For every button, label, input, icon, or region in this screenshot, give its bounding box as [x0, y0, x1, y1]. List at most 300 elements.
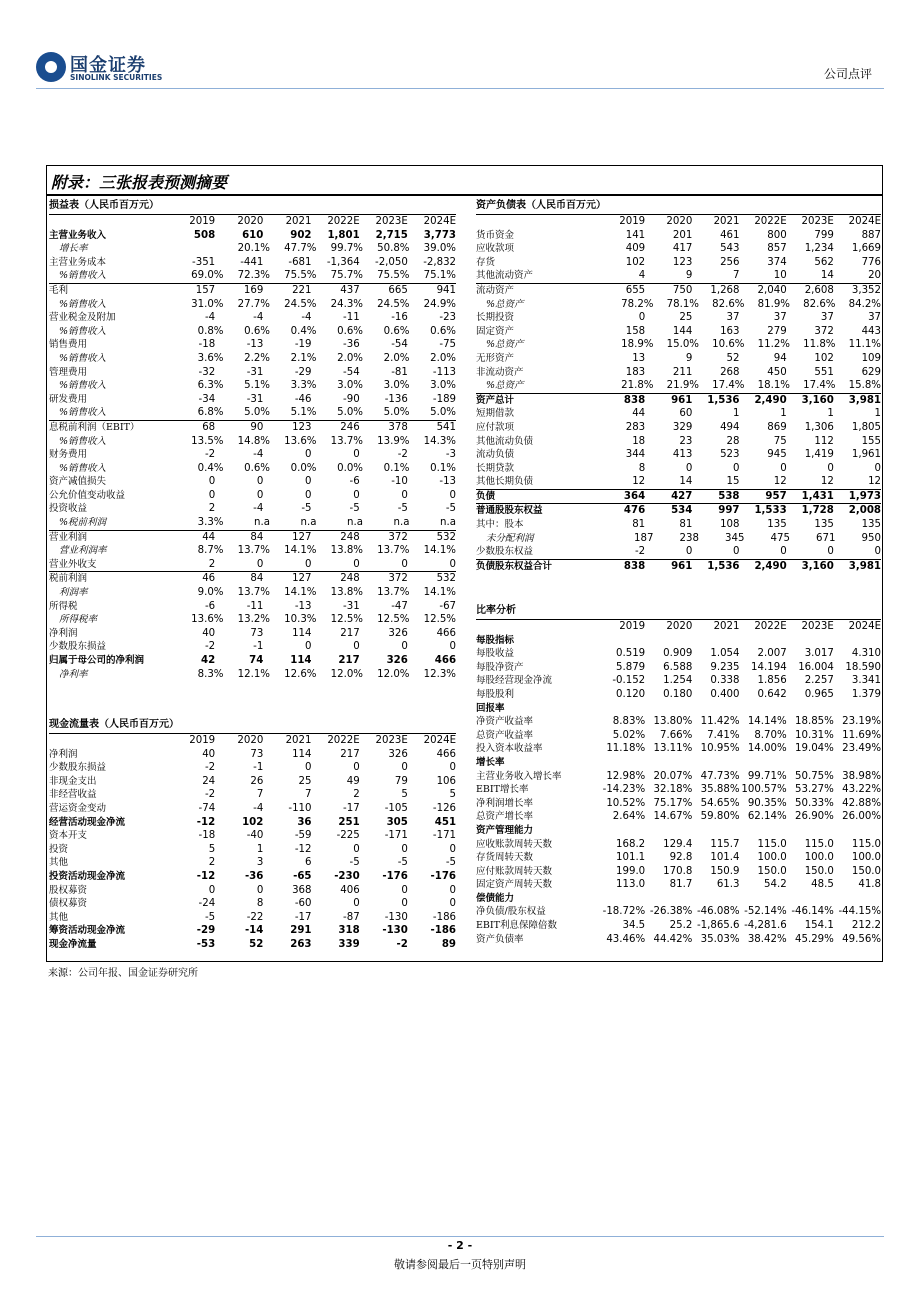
table-row: [476, 824, 881, 838]
value-cell: -54: [343, 366, 360, 378]
value-cell: 20: [868, 270, 881, 282]
value-cell: -2,050: [375, 256, 408, 268]
value-cell: 8.70%: [754, 729, 787, 741]
value-cell: 0: [449, 843, 456, 855]
value-cell: 6.588: [663, 661, 693, 673]
value-cell: 79: [394, 775, 408, 787]
value-cell: [834, 824, 881, 838]
value-cell: [787, 892, 834, 906]
value-cell: 1,431: [801, 490, 834, 502]
value-cell: 246: [340, 421, 360, 433]
row-label: 净利润: [49, 627, 78, 639]
value-cell: [834, 634, 881, 648]
value-cell: 0: [449, 558, 456, 570]
value-cell: 78.2%: [621, 298, 654, 310]
value-cell: 326: [388, 748, 408, 760]
value-cell: 838: [623, 560, 646, 572]
value-cell: 279: [767, 325, 787, 337]
value-cell: 364: [623, 490, 646, 502]
logo-icon: [36, 52, 66, 82]
value-cell: 344: [625, 449, 646, 461]
value-cell: 18.1%: [757, 380, 790, 392]
table-row: [49, 269, 456, 283]
value-cell: 562: [814, 256, 834, 268]
value-cell: 13.2%: [237, 614, 270, 626]
value-cell: 24.9%: [423, 298, 456, 310]
table-row: [476, 702, 881, 716]
value-cell: 84.2%: [848, 298, 881, 310]
value-cell: 0: [638, 312, 646, 324]
header-label-cell: [476, 215, 598, 229]
value-cell: 0: [208, 476, 216, 488]
value-cell: 461: [720, 229, 740, 241]
value-cell: -5: [445, 503, 456, 515]
table-row: [476, 298, 881, 312]
table-row: [49, 256, 456, 270]
value-cell: 1: [780, 408, 787, 420]
table-row: [49, 775, 456, 789]
row-label: 无形资产: [476, 352, 515, 364]
value-cell: 0: [449, 884, 456, 896]
table-row: [476, 503, 881, 518]
value-cell: 0.6%: [383, 325, 410, 337]
table-row: [476, 715, 881, 729]
row-label: 投资收益: [49, 503, 88, 515]
value-cell: 2,490: [754, 560, 787, 572]
row-label: 息税前利润（EBIT）: [49, 421, 140, 433]
row-label: 应收款项: [476, 243, 515, 255]
value-cell: 53.27%: [795, 784, 834, 796]
table-row: [49, 242, 456, 256]
value-cell: -10: [391, 476, 408, 488]
value-cell: 82.6%: [712, 298, 745, 310]
value-cell: 1,669: [851, 243, 881, 255]
value-cell: [692, 702, 739, 716]
table-row: [476, 851, 881, 865]
value-cell: 40: [202, 627, 216, 639]
table-row: [49, 311, 456, 325]
row-label: 现金净流量: [49, 938, 97, 950]
value-cell: 75.7%: [330, 270, 363, 282]
table-row: [476, 865, 881, 879]
row-label: 总资产收益率: [476, 729, 534, 741]
value-cell: -189: [432, 393, 456, 405]
table-row: [476, 756, 881, 770]
value-cell: 9: [685, 270, 693, 282]
value-cell: 7: [733, 270, 740, 282]
header-label-cell: [476, 620, 598, 634]
value-cell: 10.6%: [712, 339, 745, 351]
year-header-row: [49, 734, 456, 748]
value-cell: 0: [208, 884, 216, 896]
value-cell: 283: [625, 421, 646, 433]
value-cell: 3,352: [851, 284, 881, 296]
value-cell: 0.6%: [244, 325, 270, 337]
value-cell: 0.6%: [430, 325, 456, 337]
row-label: 每股指标: [476, 634, 515, 646]
value-cell: 305: [386, 816, 408, 828]
year-cell: 2024E: [423, 216, 456, 227]
value-cell: -74: [198, 802, 216, 814]
value-cell: 24.5%: [284, 298, 317, 310]
row-label: %总资产: [486, 298, 524, 310]
value-cell: -24: [198, 898, 216, 910]
value-cell: -36: [343, 339, 360, 351]
table-row: [49, 420, 456, 435]
row-label: 营业利润: [49, 531, 88, 543]
value-cell: 466: [434, 655, 456, 666]
value-cell: 74: [249, 655, 264, 666]
value-cell: [598, 824, 645, 838]
value-cell: -5: [301, 503, 312, 515]
table-row: [49, 366, 456, 380]
value-cell: 100.0: [804, 852, 834, 864]
value-cell: 541: [436, 421, 456, 433]
value-cell: 0.338: [710, 675, 740, 687]
value-cell: [692, 824, 739, 838]
value-cell: -1: [253, 641, 264, 653]
value-cell: [740, 824, 787, 838]
row-label: 长期投资: [476, 312, 515, 324]
value-cell: 0: [401, 558, 408, 570]
value-cell: 961: [671, 394, 693, 406]
table-caption: 现金流量表（人民币百万元）: [49, 718, 456, 734]
value-cell: -5: [445, 857, 456, 869]
value-cell: -4: [253, 312, 264, 324]
value-cell: [598, 702, 645, 716]
value-cell: 15: [726, 476, 740, 488]
row-label: 资产负债率: [476, 933, 524, 945]
value-cell: 532: [436, 531, 456, 543]
value-cell: 84: [250, 573, 264, 585]
table-row: [476, 933, 881, 947]
value-cell: 114: [292, 748, 312, 760]
row-label: 增长率: [476, 756, 505, 768]
table-row: [476, 256, 881, 270]
value-cell: 26: [250, 775, 264, 787]
year-cell: 2021: [713, 621, 740, 632]
value-cell: -110: [288, 802, 312, 814]
value-cell: 0: [780, 546, 787, 558]
table-row: [49, 558, 456, 572]
value-cell: 18.85%: [795, 716, 834, 728]
table-row: [476, 242, 881, 256]
value-cell: [692, 756, 739, 770]
row-label: 投资: [49, 843, 69, 855]
table-row: [49, 843, 456, 857]
value-cell: 2: [208, 558, 216, 570]
value-cell: 345: [725, 532, 745, 544]
value-cell: 8: [638, 462, 646, 474]
year-cell: 2021: [285, 216, 312, 227]
row-label: 每股股利: [476, 688, 515, 700]
value-cell: [740, 892, 787, 906]
value-cell: 318: [338, 925, 360, 937]
value-cell: 2.2%: [244, 352, 270, 364]
value-cell: 1,536: [707, 560, 740, 572]
value-cell: [740, 634, 787, 648]
value-cell: 1: [733, 408, 740, 420]
table-row: [476, 462, 881, 476]
value-cell: 508: [193, 229, 216, 241]
row-label: 主营业务成本: [49, 256, 107, 268]
table-row: [476, 647, 881, 661]
value-cell: 523: [720, 449, 740, 461]
value-cell: [834, 702, 881, 716]
value-cell: 42: [200, 655, 216, 666]
value-cell: -46.08%: [696, 906, 740, 918]
value-cell: 123: [672, 256, 693, 268]
value-cell: -113: [432, 366, 456, 378]
value-cell: 2: [208, 503, 216, 515]
value-cell: 81: [679, 519, 693, 531]
value-cell: 101.1: [616, 852, 646, 864]
value-cell: [645, 824, 692, 838]
value-cell: 78.1%: [666, 298, 699, 310]
value-cell: 0: [874, 462, 881, 474]
value-cell: 0: [733, 462, 740, 474]
row-label: 所得税: [49, 600, 78, 612]
table-row: [49, 627, 456, 641]
table-row: [476, 729, 881, 743]
row-label: 少数股东损益: [49, 641, 107, 653]
value-cell: 9: [685, 352, 693, 364]
table-row: [49, 530, 456, 545]
row-label: 其他: [49, 911, 69, 923]
value-cell: 115.0: [757, 838, 787, 850]
table-row: [49, 379, 456, 393]
value-cell: [834, 892, 881, 906]
value-cell: 3.6%: [197, 352, 224, 364]
table-row: [49, 788, 456, 802]
value-cell: 7: [256, 789, 264, 801]
value-cell: 144: [672, 325, 693, 337]
year-cell: 2023E: [375, 216, 408, 227]
row-label: 毛利: [49, 284, 69, 296]
value-cell: 129.4: [663, 838, 693, 850]
row-label: 所得税率: [59, 614, 98, 626]
value-cell: 0: [208, 489, 216, 501]
row-label: 营业税金及附加: [49, 312, 116, 324]
value-cell: 19.04%: [795, 743, 834, 755]
value-cell: 5.02%: [612, 729, 646, 741]
value-cell: -3: [445, 449, 456, 461]
value-cell: 12.5%: [330, 614, 363, 626]
value-cell: 0: [353, 843, 360, 855]
value-cell: 154.1: [804, 920, 834, 932]
value-cell: 869: [767, 421, 787, 433]
value-cell: 35.88%: [700, 784, 740, 796]
value-cell: 11.69%: [842, 729, 881, 741]
value-cell: 12.0%: [330, 668, 363, 680]
value-cell: [787, 756, 834, 770]
table-row: [476, 435, 881, 449]
row-label: 回报率: [476, 702, 505, 714]
value-cell: 0: [305, 762, 312, 774]
value-cell: 0: [449, 898, 456, 910]
value-cell: 10: [773, 270, 787, 282]
year-cell: 2024E: [848, 621, 881, 632]
value-cell: 0.0%: [337, 462, 363, 474]
value-cell: 43.22%: [842, 784, 881, 796]
appendix-frame: [46, 165, 883, 962]
value-cell: -34: [198, 393, 216, 405]
value-cell: 3,773: [423, 229, 456, 241]
value-cell: -5: [349, 503, 360, 515]
value-cell: -14: [244, 925, 264, 937]
value-cell: -441: [240, 256, 264, 268]
value-cell: 957: [765, 490, 787, 502]
value-cell: 2,490: [754, 394, 787, 406]
value-cell: 5.1%: [290, 407, 317, 419]
value-cell: -351: [192, 256, 216, 268]
value-cell: 629: [861, 366, 881, 378]
value-cell: 52: [249, 938, 264, 950]
value-cell: 94: [773, 352, 787, 364]
row-label: 其他流动资产: [476, 270, 534, 282]
value-cell: 90.35%: [747, 797, 787, 809]
value-cell: 799: [814, 229, 834, 241]
value-cell: -1,364: [326, 256, 360, 268]
value-cell: 37: [820, 312, 834, 324]
value-cell: -176: [430, 870, 456, 882]
value-cell: -4: [253, 449, 264, 461]
value-cell: 14.8%: [237, 435, 270, 447]
value-cell: 7.66%: [659, 729, 693, 741]
table-row: [49, 393, 456, 407]
value-cell: 0: [449, 762, 456, 774]
value-cell: -186: [430, 925, 456, 937]
value-cell: -19: [294, 339, 312, 351]
value-cell: -47: [391, 600, 408, 612]
value-cell: 50.33%: [795, 797, 834, 809]
table-row: [476, 905, 881, 919]
value-cell: 14.67%: [653, 811, 693, 823]
value-cell: -105: [384, 802, 408, 814]
value-cell: 5.0%: [430, 407, 456, 419]
title-divider: [47, 194, 882, 196]
table-row: [49, 829, 456, 843]
value-cell: 427: [671, 490, 693, 502]
value-cell: -130: [382, 925, 408, 937]
value-cell: 38.98%: [842, 770, 881, 782]
value-cell: -52.14%: [744, 906, 787, 918]
value-cell: 11.18%: [606, 743, 646, 755]
year-cell: 2024E: [848, 216, 881, 227]
value-cell: 13.8%: [330, 545, 363, 557]
value-cell: 2: [353, 789, 360, 801]
value-cell: 0.0%: [290, 462, 317, 474]
value-cell: 248: [340, 573, 360, 585]
page-header: [0, 0, 920, 92]
value-cell: 3,160: [801, 560, 834, 572]
value-cell: 113.0: [616, 879, 646, 891]
value-cell: 0: [685, 546, 693, 558]
value-cell: 163: [720, 325, 740, 337]
disclaimer-note: 敬请参阅最后一页特别声明: [394, 1258, 526, 1271]
value-cell: 89: [441, 938, 456, 950]
value-cell: 14.00%: [747, 743, 787, 755]
value-cell: 14.14%: [747, 716, 787, 728]
value-cell: n.a: [393, 517, 410, 529]
header-label-cell: [49, 734, 167, 748]
value-cell: -18: [198, 830, 216, 842]
value-cell: 291: [290, 925, 312, 937]
row-label: EBIT利息保障倍数: [476, 920, 558, 932]
cashflow-statement-table: [49, 718, 456, 952]
value-cell: 17.4%: [712, 380, 745, 392]
value-cell: 92.8: [669, 852, 693, 864]
value-cell: 997: [718, 505, 740, 517]
table-row: [49, 544, 456, 558]
row-label: 应收账款周转天数: [476, 838, 553, 850]
company-logo: [36, 52, 170, 86]
value-cell: 374: [767, 256, 787, 268]
row-label: 增长率: [59, 243, 88, 255]
balance-sheet-table: [476, 199, 881, 573]
value-cell: 10.3%: [284, 614, 317, 626]
table-row: [49, 870, 456, 884]
row-label: 偿债能力: [476, 892, 515, 904]
value-cell: 1,234: [804, 243, 834, 255]
value-cell: 368: [292, 884, 312, 896]
value-cell: 0.4%: [197, 462, 224, 474]
year-cell: 2021: [713, 216, 740, 227]
value-cell: [787, 634, 834, 648]
value-cell: 114: [292, 627, 312, 639]
value-cell: 838: [623, 394, 646, 406]
row-label: %销售收入: [59, 380, 107, 392]
value-cell: -32: [198, 366, 216, 378]
value-cell: -44.15%: [838, 906, 881, 918]
value-cell: -2: [205, 762, 216, 774]
row-label: 销售费用: [49, 339, 88, 351]
value-cell: 1,306: [804, 421, 834, 433]
value-cell: -90: [343, 393, 360, 405]
page-number: - 2 -: [447, 1239, 473, 1252]
value-cell: 0.965: [804, 688, 834, 700]
ratio-analysis-table: [476, 604, 881, 946]
value-cell: -5: [205, 911, 216, 923]
value-cell: -5: [397, 503, 408, 515]
value-cell: 1,536: [707, 394, 740, 406]
value-cell: -12: [196, 816, 216, 828]
value-cell: 115.7: [710, 838, 740, 850]
value-cell: 13.7%: [237, 587, 270, 599]
value-cell: 610: [242, 229, 264, 241]
value-cell: -4: [253, 802, 264, 814]
table-row: [476, 674, 881, 688]
row-label: 资本开支: [49, 830, 88, 842]
table-row: [476, 518, 881, 532]
value-cell: 123: [292, 421, 312, 433]
value-cell: 20.07%: [653, 770, 693, 782]
value-cell: 0: [353, 641, 360, 653]
row-label: 长期贷款: [476, 462, 515, 474]
row-label: 其中：股本: [476, 519, 524, 531]
value-cell: 45.29%: [795, 933, 834, 945]
value-cell: -2: [205, 449, 216, 461]
value-cell: 4: [638, 270, 646, 282]
value-cell: 0.1%: [383, 462, 410, 474]
row-label: 少数股东权益: [476, 546, 534, 558]
year-cell: 2019: [189, 735, 216, 746]
value-cell: 8.3%: [197, 668, 224, 680]
value-cell: 0: [401, 884, 408, 896]
row-label: 营运资金变动: [49, 802, 107, 814]
value-cell: 13.7%: [377, 545, 410, 557]
value-cell: 16.004: [798, 661, 834, 673]
